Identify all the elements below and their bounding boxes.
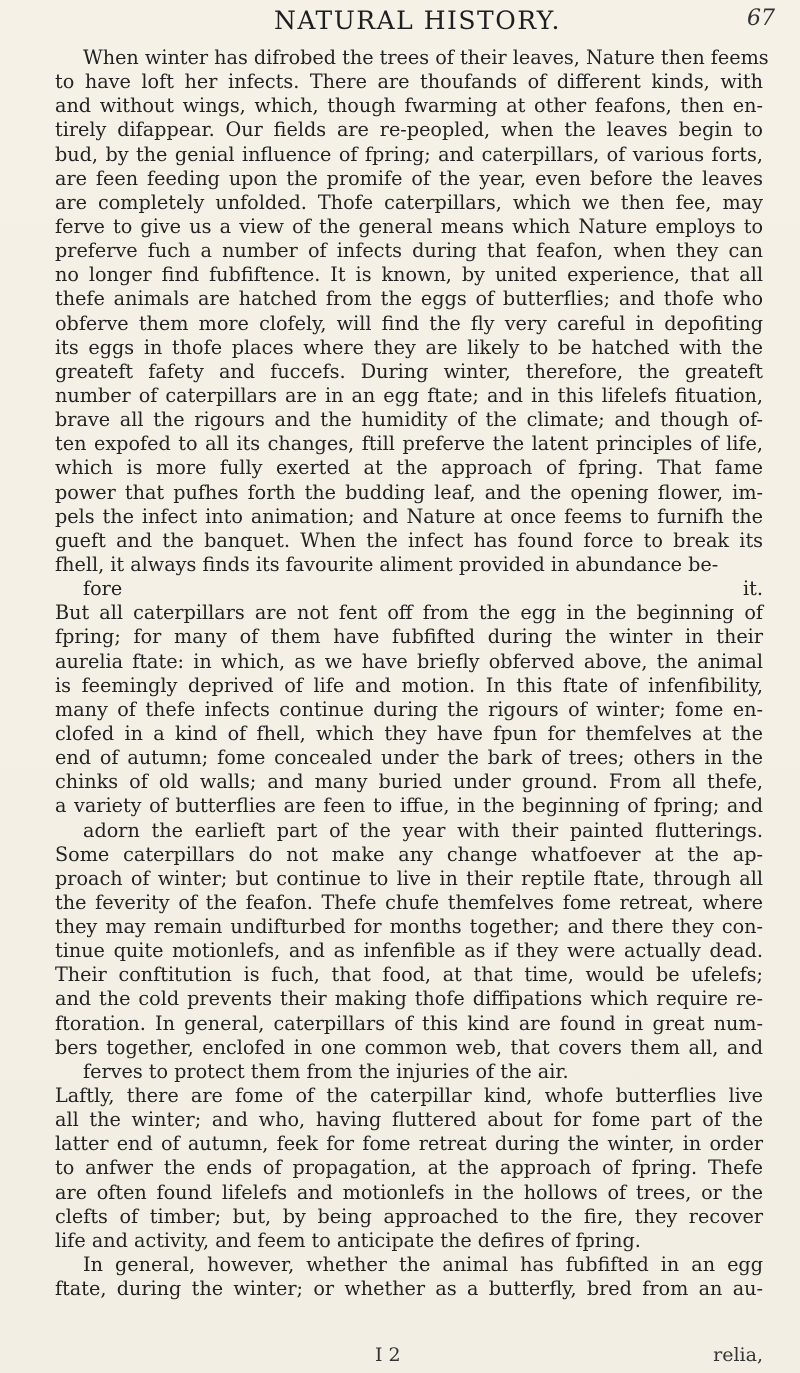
text-line: and without wings, which, though fwarming at other feafons, then en- [55, 94, 763, 118]
text-line: to have loft her infects. There are thoufands of different kinds, with [55, 70, 763, 94]
text-line: they may remain undifturbed for months together; and there they con- [55, 915, 763, 939]
page-title: NATURAL HISTORY. [274, 6, 561, 35]
text-line: to anfwer the ends of propagation, at the approach of fpring. Thefe [55, 1156, 763, 1180]
text-line: are feen feeding upon the promife of the year, even before the leaves [55, 166, 763, 190]
catchword: relia, [713, 1344, 763, 1366]
text-line: tinue quite motionlefs, and as infenfible as if they were actually dead. [55, 939, 763, 963]
text-line: fore it. [83, 577, 763, 601]
signature-mark: I 2 [375, 1344, 401, 1366]
text-line: all the winter; and who, having fluttered about for fome part of the [55, 1108, 763, 1132]
text-line: When winter has difrobed the trees of their leaves, Nature then feems [83, 46, 769, 69]
text-line: thefe animals are hatched from the eggs of butterflies; and thofe who [55, 287, 763, 311]
text-line: In general, however, whether the animal has fubfifted in an egg [83, 1253, 763, 1277]
text-line: But all caterpillars are not fent off from the egg in the beginning of [55, 601, 763, 625]
text-line: Some caterpillars do not make any change whatfoever at the ap- [55, 842, 763, 866]
text-line: ftate, during the winter; or whether as a butterfly, bred from an au- [55, 1277, 763, 1301]
text-line: bud, by the genial influence of fpring; and caterpillars, of various forts, [55, 142, 763, 166]
text-line: fpring; for many of them have fubfifted during the winter in their [55, 625, 763, 649]
text-line: bers together, enclofed in one common web, that covers them all, and [55, 1035, 763, 1059]
text-line: which is more fully exerted at the approach of fpring. That fame [55, 456, 763, 480]
text-line: is feemingly deprived of life and motion. In this ftate of infenfibility, [55, 673, 763, 697]
text-line: ferves to protect them from the injuries of the air. [83, 1059, 569, 1083]
text-line: ftoration. In general, caterpillars of this kind are found in great num- [55, 1011, 763, 1035]
text-line: end of autumn; fome concealed under the bark of trees; others in the [55, 746, 763, 770]
text-line: the feverity of the feafon. Thefe chufe themfelves fome retreat, where [55, 890, 763, 914]
text-line: its eggs in thofe places where they are likely to be hatched with the [55, 335, 763, 359]
text-line: latter end of autumn, feek for fome retreat during the winter, in order [55, 1132, 763, 1156]
text-line: proach of winter; but continue to live in their reptile ftate, through all [55, 866, 763, 890]
page-footer [55, 1344, 763, 1370]
text-line: ten expofed to all its changes, ftill preferve the latent principles of life, [55, 432, 763, 456]
text-line: and the cold prevents their making thofe diffipations which require re- [55, 987, 763, 1011]
text-line: clofed in a kind of fhell, which they have fpun for themfelves at the [55, 721, 763, 745]
text-line: ferve to give us a view of the general means which Nature employs to [55, 214, 763, 238]
text-line: Their conftitution is fuch, that food, at that time, would be ufelefs; [55, 963, 763, 987]
text-line: aurelia ftate: in which, as we have briefly obferved above, the animal [55, 649, 763, 673]
text-line: clefts of timber; but, by being approached to the fire, they recover [55, 1204, 763, 1228]
text-line: adorn the earlieft part of the year with their painted flutterings. [83, 818, 763, 842]
text-line: Laftly, there are fome of the caterpillar kind, whofe butterflies live [55, 1084, 763, 1108]
page-number: 67 [747, 6, 775, 31]
text-line: a variety of butterflies are feen to iffue, in the beginning of fpring; and [55, 794, 763, 818]
text-line: are often found lifelefs and motionlefs in the hollows of trees, or the [55, 1180, 763, 1204]
text-line: greateft fafety and fuccefs. During winter, therefore, the greateft [55, 359, 763, 383]
text-line: tirely difappear. Our fields are re-peopled, when the leaves begin to [55, 118, 763, 142]
text-line: life and activity, and feem to anticipate the defires of fpring. [55, 1228, 641, 1252]
text-line: many of thefe infects continue during the rigours of winter; fome en- [55, 697, 763, 721]
text-line: gueft and the banquet. When the infect has found force to break its [55, 528, 763, 552]
text-line: power that pufhes forth the budding leaf, and the opening flower, im- [55, 480, 763, 504]
text-line: chinks of old walls; and many buried under ground. From all thefe, [55, 770, 763, 794]
text-line: are completely unfolded. Thofe caterpillars, which we then fee, may [55, 190, 763, 214]
text-line: obferve them more clofely, will find the fly very careful in depofiting [55, 311, 763, 335]
text-line: no longer find fubfiftence. It is known, by united experience, that all [55, 263, 763, 287]
text-line: fhell, it always finds its favourite aliment provided in abundance be- [55, 552, 719, 576]
text-line: number of caterpillars are in an egg ftate; and in this lifelefs fituation, [55, 383, 763, 407]
running-head [60, 0, 775, 40]
text-line: preferve fuch a number of infects during that feafon, when they can [55, 239, 763, 263]
text-line: brave all the rigours and the humidity of the climate; and though of- [55, 408, 763, 432]
text-line: pels the infect into animation; and Nature at once feems to furnifh the [55, 504, 763, 528]
body-text [55, 46, 769, 1301]
